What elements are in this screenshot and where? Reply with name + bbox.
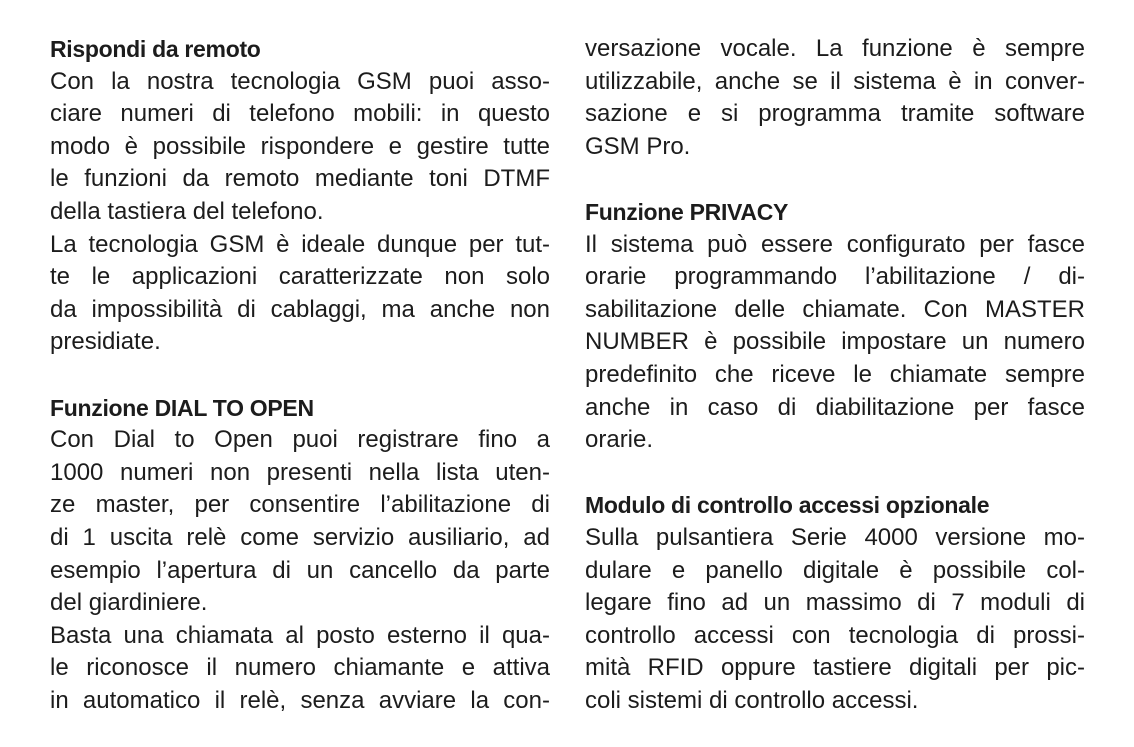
paragraph-line: mità RFID oppure tastiere digitali per pic- [585,654,1085,682]
section-heading: Funzione DIAL TO OPEN [50,394,314,421]
paragraph-line: anche in caso di diabilitazione per fasce [585,393,1085,421]
section-dial-to-open [50,392,550,718]
paragraph-line: utilizzabile, anche se il sistema è in conver- [585,67,1085,95]
paragraph-line: le riconosce il numero chiamante e attiva [50,654,550,682]
section-continuation [585,33,1085,163]
paragraph-line: ciare numeri di telefono mobili: in questo [50,100,550,128]
paragraph-line: le funzioni da remoto mediante toni DTMF [50,165,550,193]
paragraph-line: in automatico il relè, senza avviare la con- [50,686,550,714]
paragraph-line: sabilitazione delle chiamate. Con MASTER [585,295,1085,323]
paragraph-line: Basta una chiamata al posto esterno il qua- [50,621,550,649]
section-heading: Funzione PRIVACY [585,198,789,225]
paragraph-line: NUMBER è possibile impostare un numero [585,328,1085,356]
paragraph-line: Con la nostra tecnologia GSM puoi asso- [50,67,550,95]
paragraph-line: dulare e panello digitale è possibile col- [585,556,1085,584]
section-heading: Rispondi da remoto [50,36,261,62]
left-column [50,33,550,717]
paragraph-line: esempio l’apertura di un cancello da parte [50,556,550,584]
section-spacer [585,457,1085,490]
section-spacer [50,359,550,392]
paragraph-line: Con Dial to Open puoi registrare fino a [50,426,550,454]
section-heading: Modulo di controllo accessi opzionale [585,492,990,519]
paragraph-line: presidiate. [50,328,161,356]
paragraph-line: Sulla pulsantiera Serie 4000 versione mo- [585,523,1085,551]
section-remote-answer [50,33,550,359]
paragraph-line: 1000 numeri non presenti nella lista uten- [50,458,550,486]
paragraph-line: predefinito che riceve le chiamate sempre [585,360,1085,388]
paragraph-line: orarie. [585,426,654,454]
paragraph-line: del giardiniere. [50,589,208,617]
section-spacer [585,163,1085,196]
paragraph-line: ze master, per consentire l’abilitazione di [50,491,550,519]
paragraph-line: modo è possibile rispondere e gestire tutte [50,132,550,160]
paragraph-line: La tecnologia GSM è ideale dunque per tut- [50,230,550,258]
paragraph-line: coli sistemi di controllo accessi. [585,686,919,714]
section-access-control [585,489,1085,717]
paragraph-line: sazione e si programma tramite software [585,100,1085,128]
paragraph-line: Il sistema può essere configurato per fasce [585,230,1085,258]
paragraph-line: da impossibilità di cablaggi, ma anche non [50,295,550,323]
section-privacy [585,196,1085,457]
right-column [585,33,1085,717]
paragraph-line: controllo accessi con tecnologia di prossi- [585,621,1085,649]
paragraph-line: GSM Pro. [585,132,691,160]
paragraph-line: te le applicazioni caratterizzate non solo [50,263,550,291]
paragraph-line: di 1 uscita relè come servizio ausiliario, ad [50,523,550,551]
paragraph-line: della tastiera del telefono. [50,197,324,225]
paragraph-line: legare fino ad un massimo di 7 moduli di [585,589,1085,617]
paragraph-line: orarie programmando l’abilitazione / di- [585,263,1085,291]
paragraph-line: versazione vocale. La funzione è sempre [585,35,1085,62]
